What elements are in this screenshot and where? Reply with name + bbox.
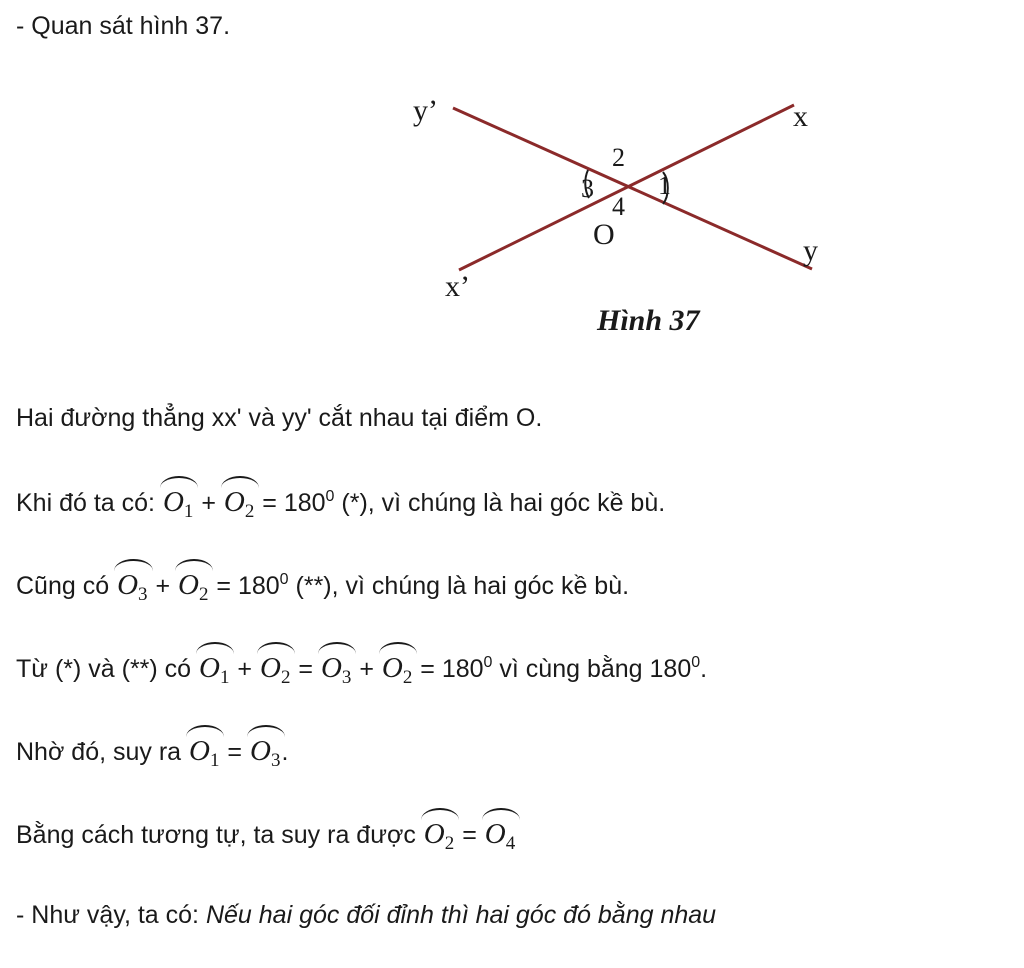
- angle-o2-symbol: $O_2$: [223, 482, 255, 522]
- angle-o3-symbol: $O_3$: [249, 731, 281, 771]
- theorem-statement: Nếu hai góc đối đỉnh thì hai góc đó bằng nhau: [205, 901, 717, 929]
- angle-o3-symbol: $O_3$: [116, 565, 148, 605]
- paragraph-combined-equation: [16, 648, 707, 689]
- intro-text: - Quan sát hình 37.: [16, 12, 231, 40]
- paragraph-adjacent-angles-2: [16, 565, 629, 606]
- label-angle-4: 4: [612, 192, 625, 221]
- angle-o1-symbol: $O_1$: [188, 731, 220, 771]
- angle-o1-symbol: $O_1$: [198, 648, 230, 688]
- angle-o2-symbol: $O_2$: [381, 648, 413, 688]
- equals-sign: =: [220, 738, 249, 766]
- text-prefix: Nhờ đó, suy ra: [16, 738, 189, 766]
- equation-value: = 180: [209, 572, 280, 600]
- label-x-prime: x’: [445, 270, 470, 303]
- intersecting-lines-diagram: [385, 80, 851, 350]
- text-suffix: (**), vì chúng là hai góc kề bù.: [288, 572, 630, 600]
- label-x: x: [793, 100, 808, 133]
- label-y: y: [803, 234, 818, 267]
- paragraph-theorem: [16, 895, 716, 935]
- figure-37: [385, 80, 851, 350]
- paragraph-conclusion-o1-o3: [16, 731, 288, 772]
- angle-o2-symbol: $O_2$: [177, 565, 209, 605]
- text-prefix: - Như vậy, ta có:: [16, 901, 206, 929]
- plus-sign: +: [230, 655, 259, 683]
- text-end: .: [281, 738, 289, 766]
- figure-caption: Hình 37: [597, 304, 700, 337]
- equals-sign: =: [455, 821, 484, 849]
- label-angle-3: 3: [581, 174, 594, 203]
- equation-value: = 180: [413, 655, 484, 683]
- paragraph-conclusion-o2-o4: [16, 814, 516, 855]
- equation-value: = 180: [255, 489, 326, 517]
- text-prefix: Từ (*) và (**) có: [16, 655, 199, 683]
- text-prefix: Bằng cách tương tự, ta suy ra được: [16, 821, 423, 849]
- degree-mark: 0: [691, 654, 701, 671]
- angle-o1-symbol: $O_1$: [162, 482, 194, 522]
- label-angle-2: 2: [612, 143, 625, 172]
- plus-sign: +: [352, 655, 381, 683]
- angle-o2-symbol: $O_2$: [259, 648, 291, 688]
- angle-o3-symbol: $O_3$: [320, 648, 352, 688]
- plus-sign: +: [194, 489, 223, 517]
- text-prefix: Cũng có: [16, 572, 117, 600]
- degree-mark: 0: [483, 654, 493, 671]
- line-xx-prime: [459, 105, 794, 270]
- label-angle-1: 1: [658, 171, 671, 200]
- angle-o2-symbol: $O_2$: [423, 814, 455, 854]
- degree-mark: 0: [325, 488, 335, 505]
- paragraph-adjacent-angles-1: [16, 482, 665, 523]
- text-mid: vì cùng bằng 180: [492, 655, 692, 683]
- plus-sign: +: [148, 572, 178, 600]
- text-prefix: Khi đó ta có:: [16, 489, 162, 517]
- label-y-prime: y’: [413, 94, 438, 127]
- angle-o4-symbol: $O_4$: [484, 814, 516, 854]
- text-suffix: (*), vì chúng là hai góc kề bù.: [334, 489, 666, 517]
- equals-sign: =: [291, 655, 320, 683]
- label-vertex-o: O: [593, 218, 615, 251]
- degree-mark: 0: [279, 571, 289, 588]
- paragraph-intersection: Hai đường thẳng xx' và yy' cắt nhau tại điểm O.: [16, 404, 543, 432]
- text-end: .: [700, 655, 708, 683]
